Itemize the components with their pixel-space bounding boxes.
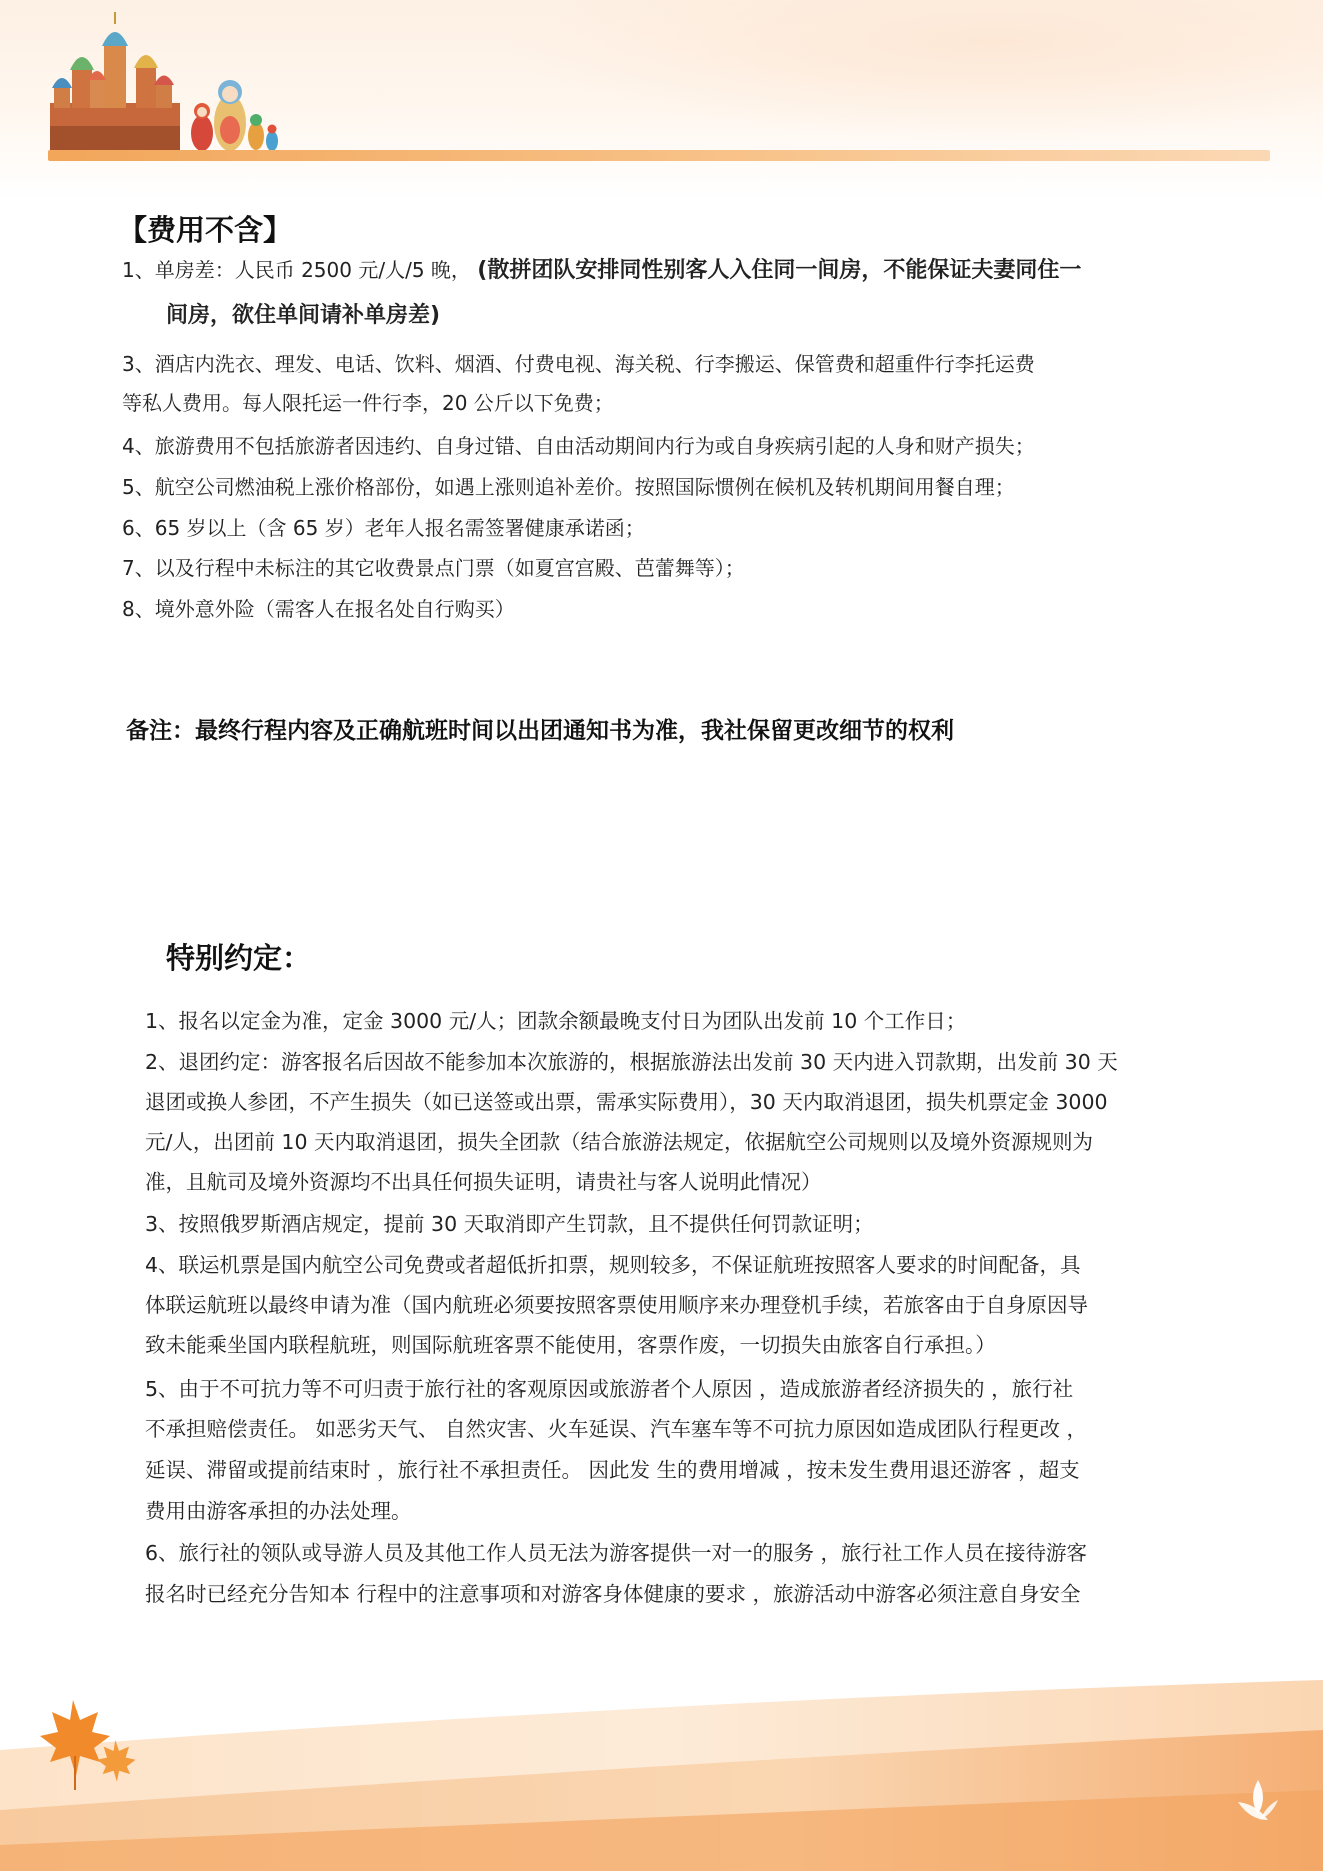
special-line: 退团或换人参团，不产生损失（如已送签或出票，需承实际费用），30 天内取消退团，损失机票定金 3000 (145, 1090, 1108, 1114)
special-line: 致未能乘坐国内联程航班，则国际航班客票不能使用，客票作废，一切损失由旅客自行承担。） (145, 1333, 996, 1357)
section-title-special: 特别约定： (166, 941, 312, 975)
special-line: 5、由于不可抗力等不可归责于旅行社的客观原因或旅游者个人原因 ，造成旅游者经济损失的 ，旅行社 (145, 1377, 1074, 1401)
excluded-item-1 (122, 255, 1081, 286)
special-line: 1、报名以定金为准，定金 3000 元/人；团款余额最晚支付日为团队出发前 10 个工作日； (145, 1009, 967, 1033)
cathedral-icon (50, 12, 180, 153)
excluded-item-5: 5、航空公司燃油税上涨价格部份，如遇上涨则追补差价。按照国际惯例在候机及转机期间用餐自理； (122, 475, 1015, 499)
special-line: 不承担赔偿责任。 如恶劣天气、 自然灾害、火车延误、汽车塞车等不可抗力原因如造成团队行程更改 ， (145, 1417, 1088, 1441)
special-line: 准，且航司及境外资源均不出具任何损失证明，请贵社与客人说明此情况） (145, 1170, 822, 1194)
excluded-item-1-prefix: 1、单房差：人民币 2500 元/人/5 晚， (122, 258, 471, 282)
excluded-item-4: 4、旅游费用不包括旅游者因违约、自身过错、自由活动期间内行为或自身疾病引起的人身和财产损失； (122, 434, 1035, 458)
header-illustration (44, 8, 314, 158)
special-line: 延误、滞留或提前结束时 ，旅行社不承担责任。 因此发 生的费用增减 ，按未发生费用退还游客 ，超支 (145, 1458, 1080, 1482)
excluded-item-1-emph: (散拼团队安排同性别客人入住同一间房，不能保证夫妻同住一 (477, 258, 1082, 283)
excluded-item-1-cont: 间房，欲住单间请补单房差) (166, 303, 441, 328)
excluded-item-3-line1: 3、酒店内洗衣、理发、电话、饮料、烟酒、付费电视、海关税、行李搬运、保管费和超重件行李托运费 (122, 352, 1035, 376)
header-glow (500, 0, 1323, 140)
special-line: 3、按照俄罗斯酒店规定，提前 30 天取消即产生罚款，且不提供任何罚款证明； (145, 1212, 874, 1236)
excluded-item-6: 6、65 岁以上（含 65 岁）老年人报名需签署健康承诺函； (122, 516, 645, 540)
matryoshka-icon (191, 80, 278, 151)
excluded-item-3-line2: 等私人费用。每人限托运一件行李，20 公斤以下免费； (122, 391, 614, 415)
remark-note: 备注：最终行程内容及正确航班时间以出团通知书为准，我社保留更改细节的权利 (126, 718, 954, 744)
excluded-item-7: 7、以及行程中未标注的其它收费景点门票（如夏宫宫殿、芭蕾舞等）； (122, 556, 745, 580)
special-line: 报名时已经充分告知本 行程中的注意事项和对游客身体健康的要求 ，旅游活动中游客必须注意自身安全 (145, 1582, 1081, 1606)
special-line: 2、退团约定：游客报名后因故不能参加本次旅游的，根据旅游法出发前 30 天内进入罚款期，出发前 30 天 (145, 1050, 1118, 1074)
special-line: 4、联运机票是国内航空公司免费或者超低折扣票，规则较多，不保证航班按照客人要求的时间配备，具 (145, 1253, 1081, 1277)
header-bar (48, 150, 1270, 161)
special-line: 费用由游客承担的办法处理。 (145, 1499, 412, 1523)
special-line: 体联运航班以最终申请为准（国内航班必须要按照客票使用顺序来办理登机手续，若旅客由于自身原因导 (145, 1293, 1088, 1317)
section-title-excluded: 【费用不含】 (118, 213, 293, 247)
special-line: 6、旅行社的领队或导游人员及其他工作人员无法为游客提供一对一的服务 ，旅行社工作人员在接待游客 (145, 1541, 1088, 1565)
footer-decoration (0, 1640, 1323, 1871)
special-line: 元/人，出团前 10 天内取消退团，损失全团款（结合旅游法规定，依据航空公司规则以及境外资源规则为 (145, 1130, 1094, 1154)
excluded-item-8: 8、境外意外险（需客人在报名处自行购买） (122, 597, 515, 621)
